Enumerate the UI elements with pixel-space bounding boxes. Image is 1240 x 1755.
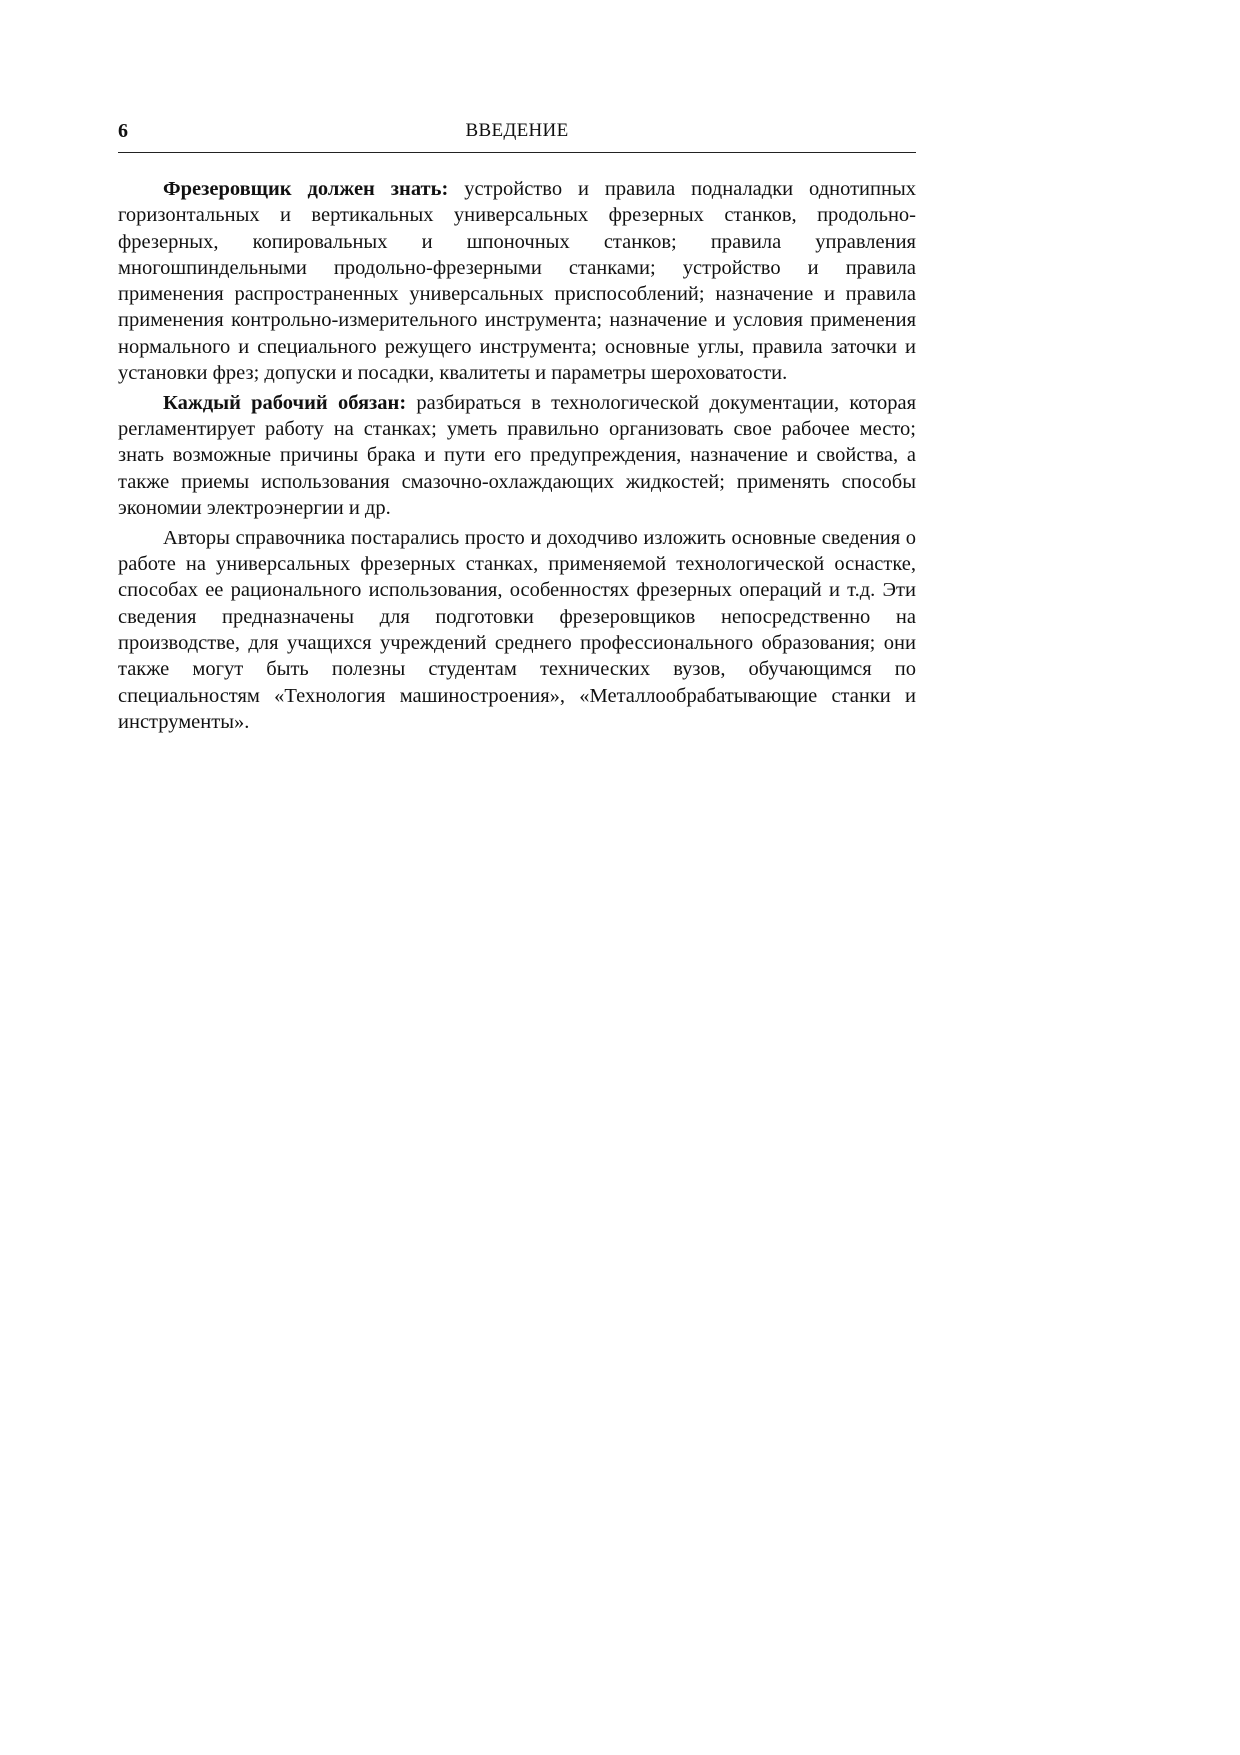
paragraph-worker-duties xyxy=(118,390,916,521)
paragraph-milling-operator-knowledge xyxy=(118,176,916,386)
paragraph-lead: Фрезеровщик должен знать: xyxy=(163,178,449,200)
page-number: 6 xyxy=(118,120,128,142)
paragraph-lead: Каждый рабочий обязан: xyxy=(163,391,407,414)
paragraph-authors-note xyxy=(118,525,916,735)
paragraph-text: Авторы справочника постарались просто и доходчиво изложить основные сведения о работе на универсальных фрезерных станках, применяемой технологической оснастке, способах ее рационального использования, особенностях фрезерных операций и т.д. Эти сведения предназначены для подготовки фрезеровщиков непосредственно на производстве, для учащихся учреждений среднего профессионального образования; они также могут быть полезны студентам технических вузов, обучающимся по специальностям «Технология машиностроения», «Металлообрабатывающие станки и инструменты». xyxy=(118,526,916,733)
running-title: ВВЕДЕНИЕ xyxy=(465,120,569,141)
body-text xyxy=(118,176,916,739)
paragraph-text: устройство и правила подналадки однотипных горизонтальных и вертикальных универсальных фрезерных станков, продольно-фрезерных, копировальных и шпоночных станков; правила управления многошпиндельными продольно-фрезерными станками; устройство и правила применения распространенных универсальных приспособлений; назначение и правила применения контрольно-измерительного инструмента; назначение и условия применения нормального и специального режущего инструмента; основные углы, правила заточки и установки фрез; допуски и посадки, квалитеты и параметры шероховатости. xyxy=(118,178,916,385)
paragraph-text: разбираться в технологической документации, которая регламентирует работу на станках; уметь правильно организовать свое рабочее место; знать возможные причины брака и пути его предупреждения, назначение и свойства, а также приемы использования смазочно-охлаждающих жидкостей; применять способы экономии электроэнергии и др. xyxy=(118,391,916,520)
page-header xyxy=(118,118,916,153)
